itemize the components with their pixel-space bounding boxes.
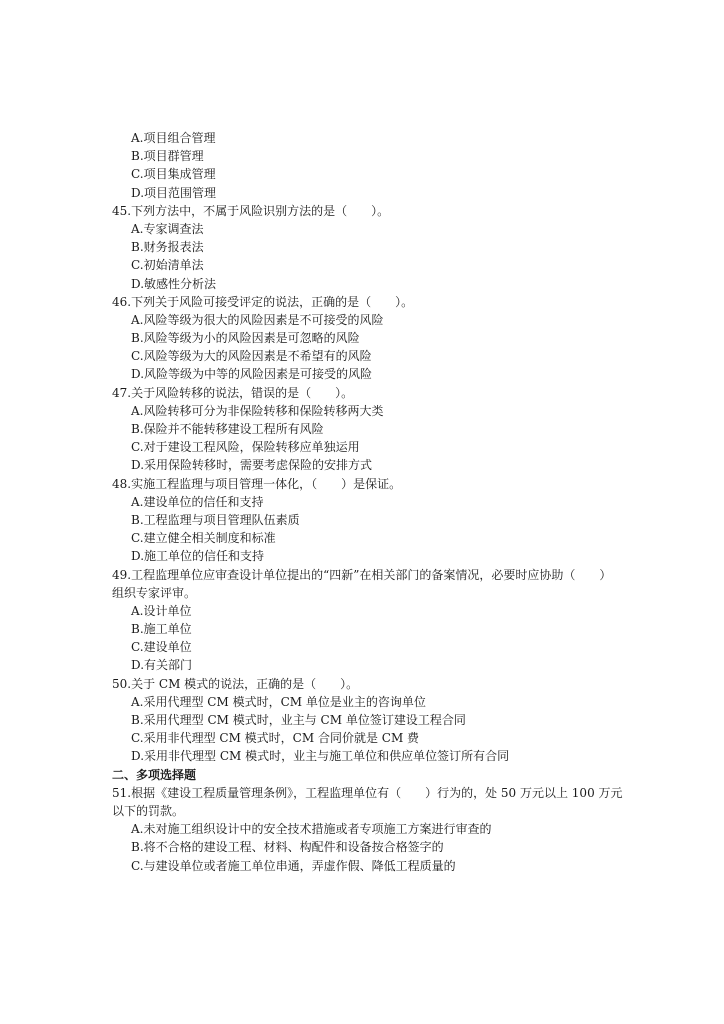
section-heading: 二、多项选择题 xyxy=(112,767,197,782)
question-line: 46.下列关于风险可接受评定的说法，正确的是（ ）。 xyxy=(112,294,414,309)
answer-option: C.项目集成管理 xyxy=(131,167,216,182)
answer-option: B.项目群管理 xyxy=(131,149,204,164)
answer-option: B.工程监理与项目管理队伍素质 xyxy=(131,512,300,527)
answer-option: C.建设单位 xyxy=(131,640,192,655)
answer-option: D.风险等级为中等的风险因素是可接受的风险 xyxy=(131,367,373,382)
question-line: 48.实施工程监理与项目管理一体化，（ ）是保证。 xyxy=(112,476,402,491)
answer-option: C.建立健全相关制度和标准 xyxy=(131,531,276,546)
question-line: 以下的罚款。 xyxy=(112,803,185,818)
answer-option: B.风险等级为小的风险因素是可忽略的风险 xyxy=(131,331,360,346)
answer-option: C.采用非代理型 CM 模式时，CM 合同价就是 CM 费 xyxy=(131,731,420,746)
answer-option: D.敏感性分析法 xyxy=(131,276,217,291)
question-line: 45.下列方法中，不属于风险识别方法的是（ ）。 xyxy=(112,203,390,218)
answer-option: B.财务报表法 xyxy=(131,240,204,255)
answer-option: A.项目组合管理 xyxy=(131,131,216,145)
exam-document xyxy=(112,129,623,875)
question-line: 49.工程监理单位应审查设计单位提出的“四新”在相关部门的备案情况，必要时应协助（ ） xyxy=(112,567,612,582)
question-line: 51.根据《建设工程质量管理条例》，工程监理单位有（ ）行为的，处 50 万元以上 100 万元 xyxy=(112,785,623,800)
answer-option: C.初始清单法 xyxy=(131,258,204,273)
answer-option: B.施工单位 xyxy=(131,622,192,637)
answer-option: C.风险等级为大的风险因素是不希望有的风险 xyxy=(131,349,372,364)
answer-option: A.建设单位的信任和支持 xyxy=(131,494,264,509)
answer-option: D.项目范围管理 xyxy=(131,185,217,200)
answer-option: A.专家调查法 xyxy=(131,221,204,236)
answer-option: A.风险等级为很大的风险因素是不可接受的风险 xyxy=(131,312,384,327)
question-line: 50.关于 CM 模式的说法，正确的是（ ）。 xyxy=(112,676,359,691)
answer-option: D.采用保险转移时，需要考虑保险的安排方式 xyxy=(131,458,373,473)
answer-option: A.风险转移可分为非保险转移和保险转移两大类 xyxy=(131,403,384,418)
answer-option: B.将不合格的建设工程、材料、构配件和设备按合格签字的 xyxy=(131,840,444,855)
answer-option: D.有关部门 xyxy=(131,658,193,673)
answer-option: C.与建设单位或者施工单位串通，弄虚作假、降低工程质量的 xyxy=(131,858,456,873)
answer-option: D.施工单位的信任和支持 xyxy=(131,549,265,564)
answer-option: C.对于建设工程风险，保险转移应单独运用 xyxy=(131,440,360,455)
answer-option: B.采用代理型 CM 模式时，业主与 CM 单位签订建设工程合同 xyxy=(131,713,466,727)
answer-option: B.保险并不能转移建设工程所有风险 xyxy=(131,422,324,436)
question-line: 47.关于风险转移的说法，错误的是（ ）。 xyxy=(112,385,354,400)
answer-option: A.设计单位 xyxy=(131,603,192,618)
answer-option: D.采用非代理型 CM 模式时，业主与施工单位和供应单位签订所有合同 xyxy=(131,749,510,764)
answer-option: A.采用代理型 CM 模式时，CM 单位是业主的咨询单位 xyxy=(131,694,426,709)
answer-option: A.未对施工组织设计中的安全技术措施或者专项施工方案进行审查的 xyxy=(131,822,492,837)
question-line: 组织专家评审。 xyxy=(112,585,197,600)
